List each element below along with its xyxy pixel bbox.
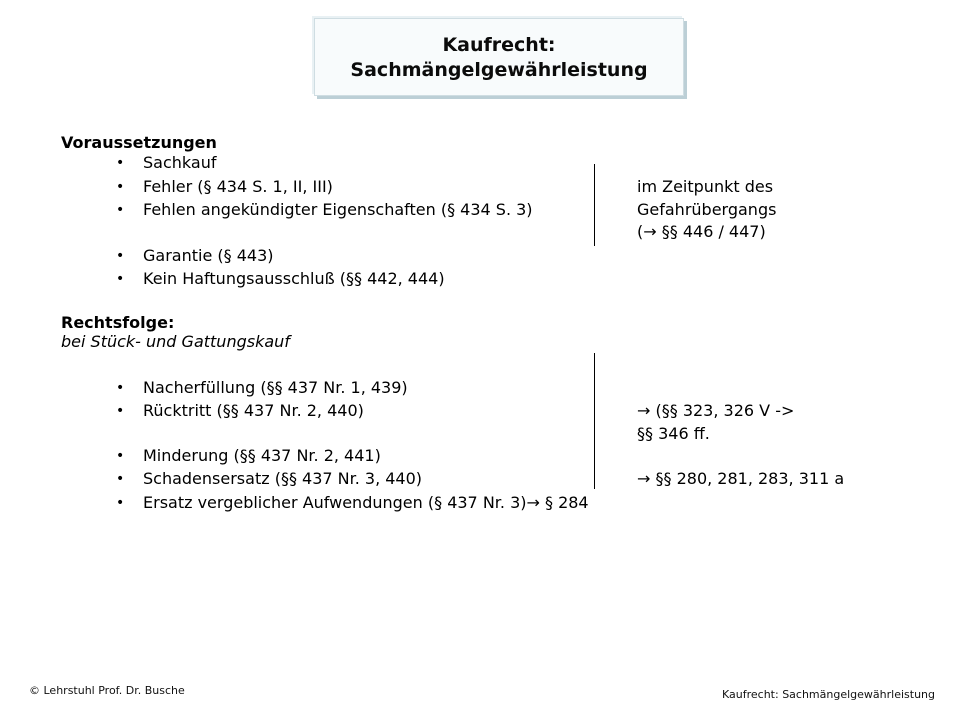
bullet-icon: • [116,448,125,464]
ruecktritt-note-line-1: → (§§ 323, 326 V -> [637,401,795,420]
bracket-line [594,164,595,246]
ruecktritt-note-line-2: §§ 346 ff. [637,424,710,443]
voraussetzung-item: Fehlen angekündigter Eigenschaften (§ 434 S. 3) [143,200,533,219]
rechtsfolge-subheading: bei Stück- und Gattungskauf [61,332,290,351]
voraussetzung-item: Sachkauf [143,153,217,172]
arrow-icon: → [637,469,651,488]
voraussetzung-item: Fehler (§ 434 S. 1, II, III) [143,177,333,196]
arrow-icon: → [526,493,540,512]
zeitpunkt-note-line-1: im Zeitpunkt des [637,177,774,196]
rechtsfolge-heading: Rechtsfolge: [61,313,175,332]
bullet-icon: • [116,403,125,419]
voraussetzung-item: Garantie (§ 443) [143,246,274,265]
bullet-icon: • [116,155,125,171]
rechtsfolge-item: Ersatz vergeblicher Aufwendungen (§ 437 Nr. 3)→ § 284 [143,493,589,512]
arrow-icon: → [637,401,651,420]
bullet-icon: • [116,495,125,511]
title-line-1: Kaufrecht: [442,34,556,56]
rechtsfolge-item: Schadensersatz (§§ 437 Nr. 3, 440) [143,469,423,488]
rechtsfolge-item: Minderung (§§ 437 Nr. 2, 441) [143,446,381,465]
bullet-icon: • [116,202,125,218]
bullet-icon: • [116,248,125,264]
footer-title: Kaufrecht: Sachmängelgewährleistung [722,688,935,701]
title-line-2: Sachmängelgewährleistung [350,59,648,81]
zeitpunkt-note-line-2: Gefahrübergangs [637,200,777,219]
arrow-icon: → [643,222,657,241]
voraussetzung-item: Kein Haftungsausschluß (§§ 442, 444) [143,269,445,288]
bullet-icon: • [116,271,125,287]
rechtsfolge-item: Rücktritt (§§ 437 Nr. 2, 440) [143,401,364,420]
bracket-line [594,353,595,489]
slide-title [315,33,683,83]
rechtsfolge-item: Nacherfüllung (§§ 437 Nr. 1, 439) [143,378,408,397]
schadensersatz-note: → §§ 280, 281, 283, 311 a [637,469,845,488]
voraussetzungen-heading: Voraussetzungen [61,133,217,152]
footer-copyright: © Lehrstuhl Prof. Dr. Busche [29,684,185,697]
bullet-icon: • [116,471,125,487]
bullet-icon: • [116,380,125,396]
bullet-icon: • [116,179,125,195]
title-box [314,18,684,96]
zeitpunkt-note-line-3: (→ §§ 446 / 447) [637,222,766,241]
